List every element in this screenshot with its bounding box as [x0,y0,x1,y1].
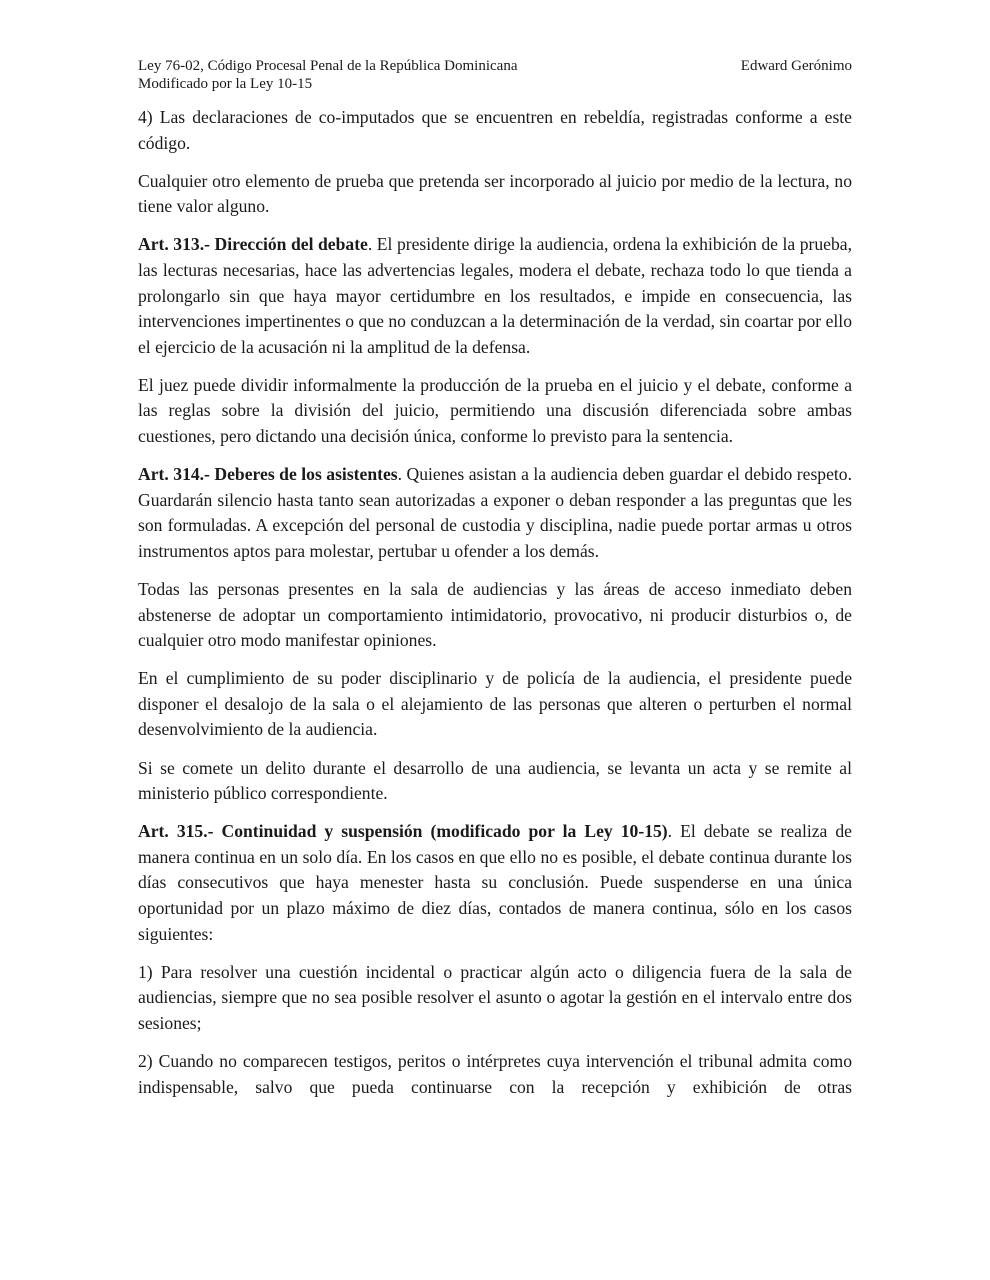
article-heading-315: Art. 315.- Continuidad y suspensión (modificado por la Ley 10-15) [138,821,668,842]
paragraph-text: Si se comete un delito durante el desarrollo de una audiencia, se levanta un acta y se remite al ministerio público correspondiente. [138,757,852,804]
paragraph [138,756,852,807]
paragraph-text: . El presidente dirige la audiencia, ordena la exhibición de la prueba, las lecturas necesarias, hace las advertencias legales, modera el debate, rechaza todo lo que tienda a prolongarlo sin que haya mayor certidumbre en los resultados, e impide en consecuencia, las intervenciones impertinentes o que no conduzcan a la determinación de la verdad, sin coartar por ello el ejercicio de la acusación ni la amplitud de la defensa. [138,234,852,357]
paragraph-text: El juez puede dividir informalmente la producción de la prueba en el juicio y el debate, conforme a las reglas sobre la división del juicio, permitiendo una discusión diferenciada sobre ambas cuestiones, pero dictando una decisión única, conforme lo previsto para la sentencia. [138,374,852,447]
paragraph-text: . El debate se realiza de manera continua en un solo día. En los casos en que ello no es posible, el debate continua durante los días consecutivos que haya menester hasta su conclusión. Puede suspenderse en una única oportunidad por un plazo máximo de diez días, contados de manera continua, sólo en los casos siguientes: [138,821,852,944]
document-body [138,105,852,1100]
paragraph-text: . Quienes asistan a la audiencia deben guardar el debido respeto. Guardarán silencio hasta tanto sean autorizadas a exponer o deban responder a las preguntas que les son formuladas. A excepción del personal de custodia y disciplina, nadie puede portar armas u otros instrumentos aptos para molestar, pertubar u ofender a los demás. [138,464,852,561]
header-title-line1: Ley 76-02, Código Procesal Penal de la República Dominicana [138,58,518,74]
paragraph [138,960,852,1037]
paragraph-art-315 [138,819,852,947]
paragraph-text: 4) Las declaraciones de co-imputados que se encuentren en rebeldía, registradas conforme a este código. [138,107,852,153]
article-heading-313: Art. 313.- Dirección del debate [138,234,368,255]
header-author: Edward Gerónimo [740,58,852,74]
paragraph [138,1049,852,1100]
paragraph [138,169,852,220]
paragraph-text: 1) Para resolver una cuestión incidental o practicar algún acto o diligencia fuera de la sala de audiencias, siempre que no sea posible resolver el asunto o agotar la gestión en el intervalo entre dos sesiones; [138,961,852,1033]
paragraph [138,373,852,450]
paragraph-text: Todas las personas presentes en la sala de audiencias y las áreas de acceso inmediato deben abstenerse de adoptar un comportamiento intimidatorio, provocativo, ni producir disturbios o, de cualquier otro modo manifestar opiniones. [138,579,852,651]
paragraph-art-314 [138,462,852,564]
header-title-line2: Modificado por la Ley 10-15 [138,76,313,92]
paragraph-text: En el cumplimiento de su poder disciplinario y de policía de la audiencia, el presidente puede disponer el desalojo de la sala o el alejamiento de las personas que alteren o perturben el normal desenvolvimiento de la audiencia. [138,668,852,740]
paragraph-text: Cualquier otro elemento de prueba que pretenda ser incorporado al juicio por medio de la lectura, no tiene valor alguno. [138,170,852,217]
paragraph-art-313 [138,232,852,360]
page-header [138,0,852,93]
paragraph-text: 2) Cuando no comparecen testigos, peritos o intérpretes cuya intervención el tribunal admita como indispensable, salvo que pueda continuarse con la recepción y exhibición de otras [138,1051,852,1097]
article-heading-314: Art. 314.- Deberes de los asistentes [138,464,398,485]
document-page [138,0,852,1113]
paragraph [138,577,852,654]
paragraph [138,105,852,156]
paragraph [138,666,852,743]
